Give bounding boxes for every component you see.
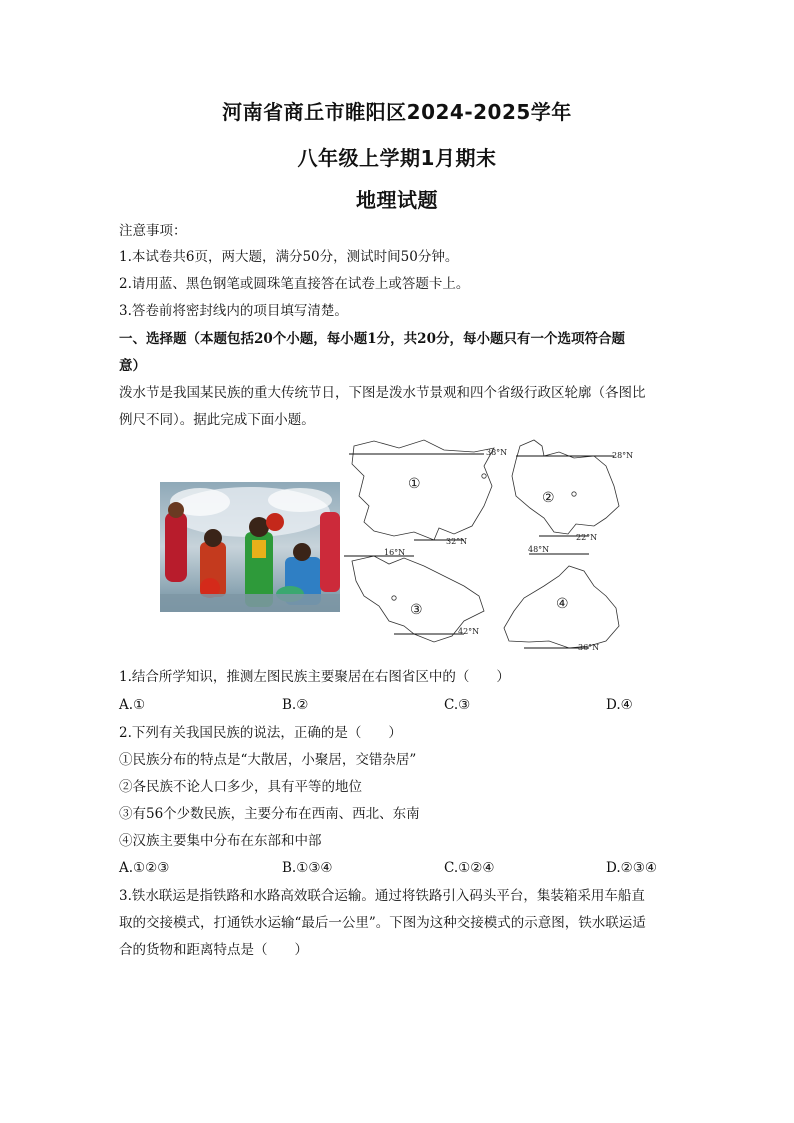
province-map-1 [349, 440, 507, 546]
exam-title-line3: 地理试题 [356, 188, 438, 212]
map-3-lat-bottom: 42°N [458, 627, 480, 636]
exam-title-line2: 八年级上学期1月期末 [297, 146, 497, 170]
question-2-statement-2: ②各民族不论人口多少，具有平等的地位 [119, 779, 362, 795]
notice-item-3: 3.答卷前将密封线内的项目填写清楚。 [119, 303, 348, 319]
section1-heading: 一、选择题（本题包括20个小题，每小题1分，共20分，每小题只有一个选项符合题 [119, 331, 625, 347]
map-4-lat-top: 48°N [528, 545, 550, 554]
question-1-option-d[interactable]: D.④ [606, 697, 633, 713]
province-map-2 [512, 440, 633, 542]
question-2-stem: 2.下列有关我国民族的说法，正确的是（ ） [119, 725, 402, 741]
question-2-option-d[interactable]: D.②③④ [606, 860, 657, 876]
question-2-statement-3: ③有56个少数民族，主要分布在西南、西北、东南 [119, 806, 420, 822]
exam-title-line1: 河南省商丘市睢阳区2024-2025学年 [222, 100, 572, 124]
province-outline-maps [344, 436, 644, 658]
question-2-statement-1: ①民族分布的特点是“大散居，小聚居，交错杂居” [119, 752, 417, 768]
map-2-lat-bottom: 22°N [576, 533, 598, 542]
water-festival-photo [160, 482, 340, 612]
map-1-lat-bottom: 32°N [446, 537, 468, 546]
question-3-stem-line1: 3.铁水联运是指铁路和水路高效联合运输。通过将铁路引入码头平台，集装箱采用车船直 [119, 888, 645, 904]
question-1-option-c[interactable]: C.③ [444, 697, 471, 713]
notice-heading: 注意事项： [119, 223, 187, 239]
question-1-option-a[interactable]: A.① [119, 697, 146, 713]
map-4-number: ④ [556, 596, 569, 612]
province-map-3 [344, 548, 484, 642]
map-4-lat-bottom: 36°N [578, 643, 600, 652]
question-2-option-b[interactable]: B.①③④ [282, 860, 333, 876]
question-3-stem-line3: 合的货物和距离特点是（ ） [119, 942, 308, 958]
map-2-number: ② [542, 490, 555, 506]
province-map-4 [504, 545, 619, 652]
question-1-stem: 1.结合所学知识，推测左图民族主要聚居在右图省区中的（ ） [119, 669, 510, 685]
map-1-number: ① [408, 476, 421, 492]
notice-item-2: 2.请用蓝、黑色钢笔或圆珠笔直接答在试卷上或答题卡上。 [119, 276, 470, 292]
map-2-lat-top: 28°N [612, 451, 634, 460]
intro-line-1: 泼水节是我国某民族的重大传统节日，下图是泼水节景观和四个省级行政区轮廓（各图比 [119, 385, 646, 401]
map-3-number: ③ [410, 602, 423, 618]
intro-line-2: 例尺不同）。据此完成下面小题。 [119, 412, 315, 428]
notice-item-1: 1.本试卷共6页，两大题，满分50分，测试时间50分钟。 [119, 249, 459, 265]
question-2-option-a[interactable]: A.①②③ [119, 860, 170, 876]
question-1-option-b[interactable]: B.② [282, 697, 309, 713]
question-2-statement-4: ④汉族主要集中分布在东部和中部 [119, 833, 322, 849]
map-1-lat-top: 38°N [486, 448, 508, 457]
section1-heading-cont: 意） [119, 358, 146, 374]
question-2-option-c[interactable]: C.①②④ [444, 860, 495, 876]
map-3-lat-top: 16°N [384, 548, 406, 557]
question-3-stem-line2: 取的交接模式，打通铁水运输“最后一公里”。下图为这种交接模式的示意图，铁水联运适 [119, 915, 646, 931]
